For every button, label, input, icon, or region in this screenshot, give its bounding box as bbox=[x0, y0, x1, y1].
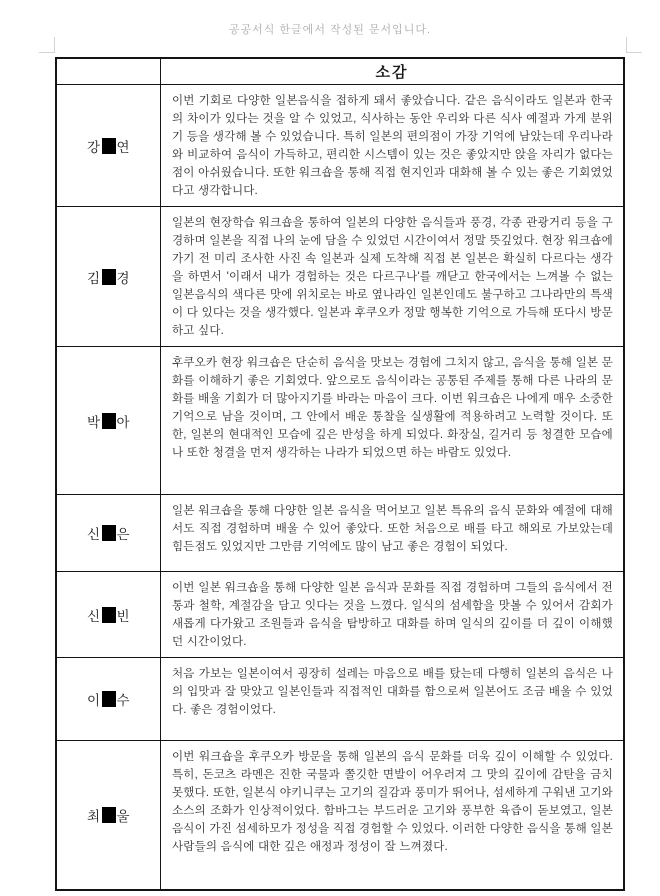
table-row bbox=[57, 346, 623, 494]
student-name bbox=[57, 741, 161, 889]
name-prefix: 박 bbox=[86, 414, 101, 430]
redaction-box bbox=[102, 413, 116, 429]
reflection-text: 일본의 현장학습 워크숍을 통하여 일본의 다양한 음식들과 풍경, 각종 관광거리 등을 구경하며 일본을 직접 나의 눈에 담을 수 있었던 시간이여서 정말 뜻깊었다. 현장 워크숍에 가기 전 미리 조사한 사진 속 일본과 실제 도착해 직접 본 일본은 확실히 다르다는 생각을 하면서 '이래서 내가 경험하는 것은 다르구나'를 깨닫고 한국에서는 느껴볼 수 없는 일본음식의 색다른 맛에 위치로는 바로 옆나라인 일본인데도 불구하고 그나라만의 특색이 다 있다는 것을 생각했다. 일본과 후쿠오카 정말 행복한 기억으로 가득해 또다시 방문하고 싶다. bbox=[172, 217, 613, 337]
reflection-text: 이번 워크숍을 후쿠오카 방문을 통해 일본의 음식 문화를 더욱 깊이 이해할 수 있었다. 특히, 돈코츠 라멘은 진한 국물과 쫄깃한 면발이 어우러져 그 맛의 깊이에 감탄을 금치 못했다. 또한, 일본식 야키니쿠는 고기의 질감과 풍미가 뛰어나, 섬세하게 구워낸 고기와 소스의 조화가 인상적이었다. 함바그는 부드러운 고기와 풍부한 육즙이 돋보였고, 일본 음식이 가진 섬세하모가 정성을 직접 경험할 수 있었다. 이러한 다양한 음식을 통해 일본 사람들의 음식에 대한 깊은 애정과 정성이 잘 느껴졌다. bbox=[172, 751, 613, 853]
redaction-box bbox=[102, 138, 116, 154]
reflection-text: 후쿠오카 현장 워크숍은 단순히 음식을 맛보는 경험에 그치지 않고, 음식을 통해 일본 문화를 이해하기 좋은 기회였다. 앞으로도 음식이라는 공통된 주제를 통해 다른 나라의 문화를 배울 기회가 더 많아지기를 바라는 마음이 크다. 이번 워크숍은 나에게 매우 소중한 기억으로 남을 것이며, 그 안에서 배운 통찰을 실생활에 적용하려고 노력할 것이다. 또한, 일본의 현대적인 모습에 깊은 반성을 하게 되었다. 화장실, 길거리 등 청결한 모습에 나 또한 청결을 먼저 생각하는 나라가 되었으면 하는 바람도 있었다. bbox=[172, 357, 613, 459]
redaction-box bbox=[102, 525, 116, 541]
name-prefix: 김 bbox=[86, 270, 101, 286]
table-row bbox=[57, 494, 623, 571]
header-name-cell bbox=[57, 59, 161, 84]
reflection-text: 처음 가보는 일본이여서 굉장히 설레는 마음으로 배를 탔는데 다행히 일본의 음식은 나의 입맛과 잘 맞았고 일본인들과 직접적인 대화를 함으로써 일본어도 조금 배울 수 있었다. 좋은 경험이었다. bbox=[172, 668, 613, 716]
reflection-text: 일본 워크숍을 통해 다양한 일본 음식을 먹어보고 일본 특유의 음식 문화와 예절에 대해서도 직접 경험하며 배울 수 있어 좋았다. 또한 처음으로 배를 타고 해외로 가보았는데 힘든점도 있었지만 그만큼 기억에도 많이 남고 좋은 경험이 되었다. bbox=[172, 505, 613, 553]
name-prefix: 신 bbox=[86, 527, 101, 542]
table-row bbox=[57, 84, 623, 206]
crop-mark-right bbox=[626, 37, 642, 53]
name-suffix: 연 bbox=[116, 139, 131, 155]
name-prefix: 신 bbox=[86, 608, 101, 624]
redaction-box bbox=[102, 807, 116, 823]
crop-mark-left bbox=[39, 37, 55, 53]
student-name bbox=[57, 85, 161, 206]
table-row bbox=[57, 657, 623, 740]
reflection-text: 이번 기회로 다양한 일본음식을 접하게 돼서 좋았습니다. 같은 음식이라도 일본과 한국의 차이가 있다는 것을 알 수 있었고, 식사하는 동안 우리와 다른 식사 예절과 가게 분위기 등을 생각해 볼 수 있었습니다. 특히 일본의 편의점이 가장 기억에 남았는데 우리나라와 비교하여 음식이 가득하고, 편리한 시스템이 있는 것은 좋았지만 앉을 자리가 없다는 점이 아쉬웠습니다. 또한 워크숍을 통해 직접 현지인과 대화해 볼 수 있는 좋은 기회였었다고 생각합니다. bbox=[172, 95, 613, 197]
name-suffix: 울 bbox=[116, 809, 131, 824]
name-suffix: 아 bbox=[116, 414, 131, 430]
name-prefix: 이 bbox=[86, 693, 101, 708]
name-suffix: 은 bbox=[116, 527, 131, 542]
table-row bbox=[57, 206, 623, 346]
watermark-text: 공공서식 한글에서 작성된 문서입니다. bbox=[228, 24, 432, 36]
table-title: 소감 bbox=[375, 64, 409, 81]
reflection-table bbox=[55, 57, 625, 891]
table-row bbox=[57, 571, 623, 657]
redaction-box bbox=[102, 607, 116, 623]
student-name bbox=[57, 658, 161, 740]
redaction-box bbox=[102, 691, 116, 707]
redaction-box bbox=[102, 269, 116, 285]
table-header-row bbox=[57, 59, 623, 84]
name-suffix: 경 bbox=[116, 270, 131, 286]
name-prefix: 강 bbox=[86, 139, 101, 155]
reflection-text: 이번 일본 워크숍을 통해 다양한 일본 음식과 문화를 직접 경험하며 그들의 음식에서 전통과 철학, 계절감을 담고 잇다는 것을 느꼈다. 일식의 섬세함을 맛볼 수 있어서 감회가 새롭게 다가왔고 조원들과 음식을 탐방하고 대화를 하며 일식의 깊이를 더 깊이 이해했던 시간이었다. bbox=[172, 582, 613, 648]
table-row bbox=[57, 740, 623, 889]
student-name bbox=[57, 495, 161, 571]
student-name bbox=[57, 207, 161, 346]
name-suffix: 수 bbox=[116, 693, 131, 708]
student-name bbox=[57, 572, 161, 657]
student-name bbox=[57, 347, 161, 494]
name-suffix: 빈 bbox=[116, 608, 131, 624]
name-prefix: 최 bbox=[86, 809, 101, 824]
